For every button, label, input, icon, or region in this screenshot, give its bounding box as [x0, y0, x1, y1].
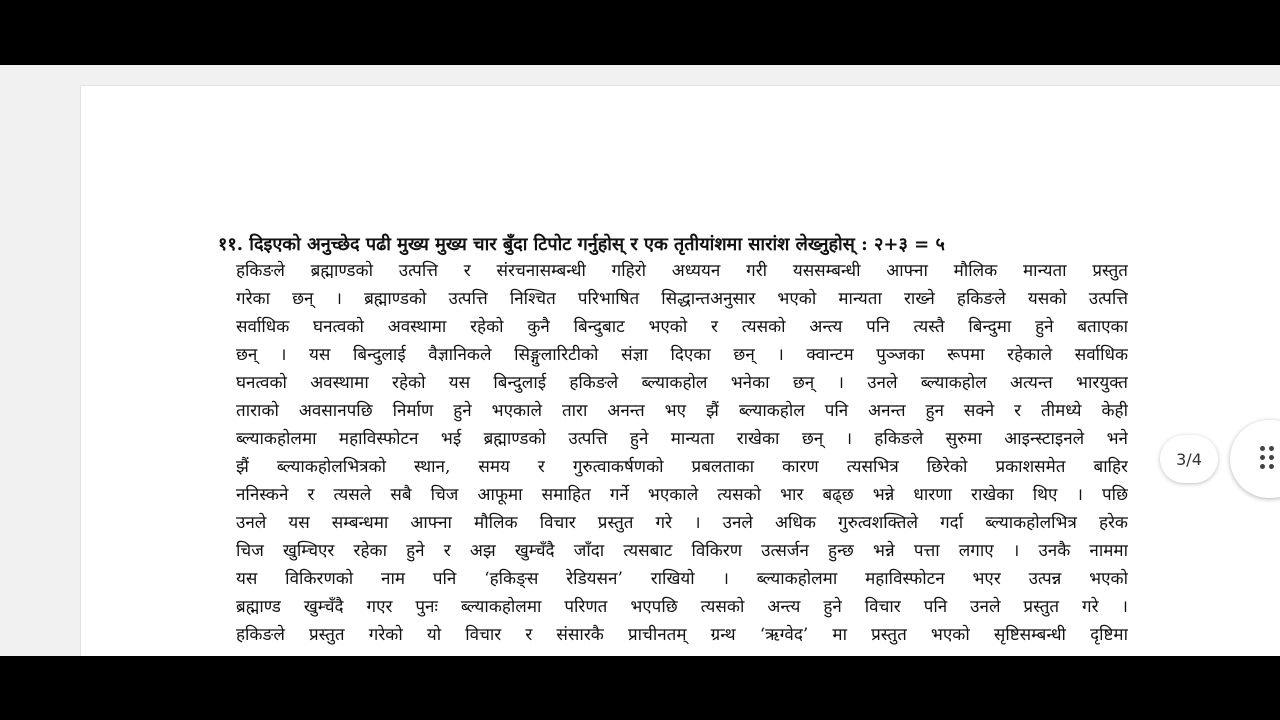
passage-line: सर्वाधिक घनत्वको अवस्थामा रहेको कुनै बिन्दुबाट भएको र त्यसको अन्त्य पनि त्यस्तै बिन्दुमा हुने बताएका	[236, 317, 1128, 337]
passage-line: ब्ल्याकहोलमा महाविस्फोटन भई ब्रह्माण्डको उत्पत्ति हुने मान्यता राखेका छन् । हकिङले सुरुमा आइन्स्टाइनले भने	[236, 429, 1128, 449]
passage-line: यस विकिरणको नाम पनि ‘हकिङ्स रेडियसन’ राखियो । ब्ल्याकहोलमा महाविस्फोटन भएर उत्पन्न भएको	[236, 569, 1128, 589]
passage-line: ब्रह्माण्ड खुम्चँदै गएर पुनः ब्ल्याकहोलमा परिणत भएपछि त्यसको अन्त्य हुने विचार पनि उनले प्रस्तुत गरे ।	[236, 597, 1128, 617]
passage-line: चिज खुम्चिएर रहेका हुने र अझ खुम्चँदै जाँदा त्यसबाट विकिरण उत्सर्जन हुन्छ भन्ने पत्ता लगाए । उनकै नाममा	[236, 541, 1128, 561]
question-number: ११.	[218, 234, 243, 255]
passage-line: ननिस्कने र त्यसले सबै चिज आफूमा समाहित गर्ने भएकाले त्यसको भार बढ्छ भन्ने धारणा राखेका थिए । पछि	[236, 485, 1128, 505]
bottom-bar	[0, 656, 1280, 720]
question-heading	[218, 231, 1138, 259]
passage	[236, 257, 1128, 649]
passage-line: झैं ब्ल्याकहोलभित्रको स्थान, समय र गुरुत्वाकर्षणको प्रबलताका कारण त्यसभित्र छिरेको प्रकाशसमेत बाहिर	[236, 457, 1128, 477]
page-counter	[1160, 435, 1218, 483]
passage-line: हकिङले ब्रह्माण्डको उत्पत्ति र संरचनासम्बन्धी गहिरो अध्ययन गरी यससम्बन्धी आफ्ना मौलिक मान्यता प्रस्तुत	[236, 261, 1128, 281]
passage-line: ताराको अवसानपछि निर्माण हुने भएकाले तारा अनन्त भए झैं ब्ल्याकहोल पनि अनन्त हुन सक्ने र तीमध्ये केही	[236, 401, 1128, 421]
passage-line: गरेका छन् । ब्रह्माण्डको उत्पत्ति निश्चित परिभाषित सिद्धान्तअनुसार भएको मान्यता राख्ने हकिङले यसको उत्पत्ति	[236, 289, 1128, 309]
passage-line: हकिङले प्रस्तुत गरेको यो विचार र संसारकै प्राचीनतम् ग्रन्थ ‘ऋग्वेद’ मा प्रस्तुत भएको सृष्टिसम्बन्धी दृष्टिमा	[236, 625, 1128, 645]
page-counter-label: 3/4	[1176, 449, 1202, 469]
document-viewer[interactable]	[0, 65, 1280, 656]
top-bar	[0, 0, 1280, 65]
passage-line: उनले यस सम्बन्धमा आफ्ना मौलिक विचार प्रस्तुत गरे । उनले अधिक गुरुत्वशक्तिले गर्दा ब्ल्याकहोलभित्र हरेक	[236, 513, 1128, 533]
question-text: दिइएको अनुच्छेद पढी मुख्य मुख्य चार बुँदा टिपोट गर्नुहोस् र एक तृतीयांशमा सारांश लेख्नुहोस् : २+३ = ५	[249, 234, 945, 255]
passage-line: घनत्वको अवस्थामा रहेको यस बिन्दुलाई हकिङले ब्ल्याकहोल भनेका छन् । उनले ब्ल्याकहोल अत्यन्त भारयुक्त	[236, 373, 1128, 393]
passage-line: छन् । यस बिन्दुलाई वैज्ञानिकले सिङ्गुलारिटीको संज्ञा दिएका छन् । क्वान्टम पुञ्जका रूपमा रहेकाले सर्वाधिक	[236, 345, 1128, 365]
grid-dots-icon	[1260, 446, 1278, 474]
document-page	[80, 85, 1280, 656]
